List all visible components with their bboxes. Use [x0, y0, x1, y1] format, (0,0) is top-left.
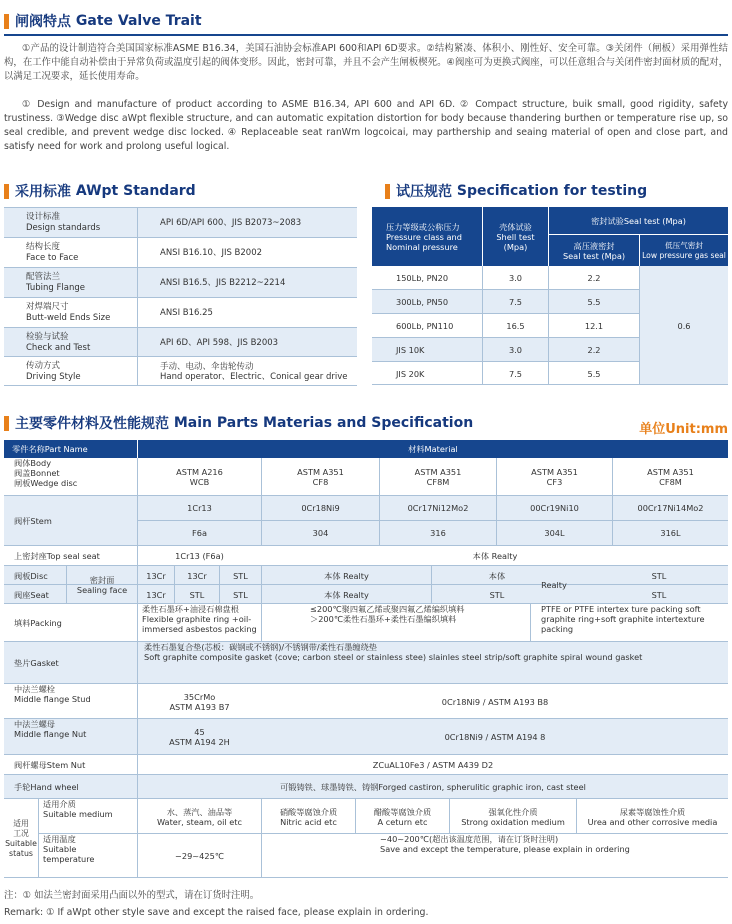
header-part-name: 零件名称Part Name — [12, 444, 88, 454]
suitable-temperature: 适用温度 Suitable temperature — [43, 834, 95, 864]
traits-en: ① Design and manufacture of product according to ASME B16.34, API 600 and API 6D. ② Compact structure, buik small, good rigidity, safety trustiness. ③Wedge disc aWpt flexible structure, and can automatic expitation distortion for body because thandering burthen or temperature rise up, so seal credible, and prevent wedge disc locked. ④ Replaceable seat ranWm logcoicai, may parthership and seaing material of open and close part, and satisfy need for work and prolong useful logical. — [4, 99, 728, 152]
mat-cell: 强氧化性介质 Strong oxidation medium — [461, 806, 565, 827]
mat-cell: 本体 Realty — [472, 551, 518, 561]
mat-cell: 柔性石墨环+油浸石棉盘根 Flexible graphite ring +oil- immersed asbestos packing — [142, 604, 257, 634]
mat-cell: STL — [651, 570, 667, 581]
mat-cell: ASTM A351 CF3 — [531, 467, 578, 487]
traits-cn: ①产品的设计制造符合美国国家标准ASME B16.34，美国石油协会标准API 600和API 6D要求。②结构紧凑、体积小、刚性好、安全可靠。③关闭件（闸板）采用弹性结构，在工作中能自动补偿由于异常负荷或温度引起的阀体变形。因此，密封可靠，并且不会产生闸板楔死。④阀座可为更换式阀座，可以任意组合与关闭件密封面材质的配对，以满足工况要求，延长使用寿命。 — [4, 43, 728, 82]
mat-cell: 00Cr17Ni14Mo2 — [637, 503, 704, 513]
divider — [4, 34, 728, 36]
part-packing: 填料Packing — [14, 618, 62, 628]
heading-bar-icon — [4, 416, 9, 431]
mat-cell: 316 — [430, 528, 446, 538]
mat-cell: STL — [233, 570, 248, 581]
test-shell: 7.5 — [508, 368, 523, 379]
gate-valve-trait-heading — [4, 11, 202, 31]
standard-row-label: 设计标准 Design standards — [26, 212, 101, 233]
mat-cell: 0Cr18Ni9 / ASTM A194 8 — [444, 732, 546, 742]
mat-cell: ≤200℃聚四氟乙烯或聚四氟乙烯编织填料 ＞200℃柔性石墨环+柔性石墨编织填料 — [310, 604, 465, 624]
heading-cn: 闸阀特点 — [15, 14, 71, 30]
parts-heading — [4, 413, 473, 433]
mat-cell: STL — [233, 589, 248, 600]
part-body: 阀体Body 阀盖Bonnet 闸板Wedge disc — [14, 458, 78, 488]
part-disc: 阀板Disc — [14, 570, 48, 581]
suitable-medium: 适用介质 Suitable medium — [43, 799, 113, 819]
test-class: 600Lb, PN110 — [396, 321, 454, 331]
standard-row-value: API 6D、API 598、JIS B2003 — [160, 337, 279, 348]
part-gasket: 垫片Gasket — [14, 658, 59, 668]
unit-label: 单位Unit:mm — [639, 422, 728, 437]
part-stem: 阀杆Stem — [14, 516, 52, 526]
test-low: 0.6 — [677, 320, 691, 331]
part-seat: 阀座Seat — [14, 589, 49, 600]
test-class: 150Lb, PN20 — [396, 273, 449, 283]
mat-cell: ASTM A351 CF8 — [297, 467, 344, 487]
heading-bar-icon — [4, 14, 9, 29]
mat-cell: 醋酸等腐蚀介质 A ceturn etc — [373, 806, 432, 827]
heading-cn: 试压规范 — [396, 184, 452, 200]
mat-cell: 柔性石墨复合垫(芯板：碳钢或不锈钢)/不锈钢带/柔性石墨缠绕垫 Soft graphite composite gasket (cove; carbon steel or stainless stee) slainles steel strip/soft graphite spiral wound gasket — [144, 642, 643, 662]
testing-table — [372, 207, 728, 385]
heading-en: Main Parts Materias and Specification — [173, 415, 474, 431]
mat-cell: STL — [189, 589, 205, 600]
heading-bar-icon — [4, 184, 9, 199]
standard-heading — [4, 181, 196, 201]
mat-cell: −40~200℃(超出该温度范围，请在订货时注明) Save and except the temperature, please explain in ordering — [380, 834, 630, 854]
part-top-seal-seat: 上密封座Top seal seat — [14, 551, 100, 561]
test-class: 300Lb, PN50 — [396, 297, 449, 307]
test-shell: 3.0 — [508, 273, 523, 283]
mat-cell: STL — [651, 589, 667, 600]
heading-en: Gate Valve Trait — [75, 13, 202, 29]
heading-cn: 采用标准 — [15, 184, 71, 200]
mat-cell: 316L — [660, 528, 681, 538]
mat-cell: 13Cr — [146, 570, 166, 581]
test-shell: 16.5 — [506, 321, 525, 331]
standard-row-value: API 6D/API 600、JIS B2073~2083 — [160, 218, 302, 228]
mat-cell: 0Cr18Ni9 / ASTM A193 B8 — [441, 696, 549, 707]
mat-cell: 尿素等腐蚀性介质 Urea and other corrosive media — [587, 806, 718, 827]
mat-cell: −29~425℃ — [175, 851, 224, 861]
mat-cell: ASTM A351 CF8M — [414, 467, 462, 487]
mat-cell: ASTM A351 CF8M — [647, 467, 694, 487]
test-high: 5.5 — [587, 368, 601, 379]
test-class: JIS 20K — [396, 368, 425, 379]
standard-row-value: ANSI B16.10、JIS B2002 — [160, 248, 263, 258]
mat-cell: ZCuAL10Fe3 / ASTM A439 D2 — [372, 760, 494, 770]
parts-table — [4, 440, 728, 878]
mat-cell: PTFE or PTFE intertex ture packing soft graphite ring+soft graphite intertexture packing — [541, 604, 705, 634]
test-shell: 3.0 — [508, 345, 523, 355]
test-class: JIS 10K — [396, 345, 425, 355]
mat-cell: 本体 — [488, 570, 506, 581]
mat-cell: 1Cr13 — [187, 503, 212, 513]
standard-row-value: 手动、电动、伞齿轮传动 Hand operator、Electric、Conical gear drive — [160, 361, 348, 382]
mat-cell: 可锻铸铁、球墨铸铁、铸钢Forged castiron, spherulitic graphic iron, cast steel — [280, 782, 586, 792]
mat-cell: STL — [489, 589, 505, 600]
part-hand-wheel: 手轮Hand wheel — [14, 782, 79, 792]
mat-cell: 13Cr — [146, 589, 166, 600]
standard-row-label: 检验与试验 Check and Test — [26, 331, 91, 353]
remark-en: Remark: ① If aWpt other style save and except the raised face, please explain in ordering. — [4, 907, 429, 918]
mat-cell: ASTM A216 WCB — [176, 467, 223, 487]
header-material: 材料Material — [408, 444, 458, 454]
part-stud: 中法兰螺栓 Middle flange Stud — [14, 684, 91, 704]
mat-cell: 304L — [544, 528, 565, 538]
standard-row-label: 结构长度 Face to Face — [26, 242, 79, 263]
test-high: 5.5 — [587, 297, 601, 307]
standard-row-value: ANSI B16.25 — [160, 308, 213, 318]
testing-heading — [385, 181, 647, 201]
header-high: 高压液密封 Seal test (Mpa) — [562, 240, 626, 261]
header-low: 低压气密封 Low pressure gas seal — [642, 240, 726, 260]
header-class: 压力等级或公称压力 Pressure class and Nominal pressure — [386, 221, 462, 252]
standard-row-label: 对焊端尺寸 Butt-weld Ends Size — [26, 302, 111, 323]
remark-cn: 注：① 如法兰密封面采用凸面以外的型式，请在订货时注明。 — [4, 890, 260, 901]
header-shell: 壳体试验 Shell test (Mpa) — [496, 221, 535, 252]
suitable-status: 适用 工况 Suitable status — [5, 818, 37, 858]
mat-cell: 35CrMo ASTM A193 B7 — [169, 691, 230, 712]
mat-cell: 本体 Realty — [324, 570, 369, 581]
sealing-face: 密封面 Sealing face — [76, 575, 128, 595]
part-stem-nut: 阀杆螺母Stem Nut — [14, 760, 86, 770]
standard-row-label: 配管法兰 Tubing Flange — [26, 272, 86, 293]
mat-cell: 0Cr17Ni12Mo2 — [407, 503, 469, 513]
test-shell: 7.5 — [508, 297, 523, 307]
mat-cell: 45 ASTM A194 2H — [169, 727, 230, 747]
mat-cell: 1Cr13 (F6a) — [175, 551, 224, 561]
test-high: 12.1 — [584, 321, 604, 331]
mat-cell: 硝酸等腐蚀介质 Nitric acid etc — [279, 806, 338, 827]
header-seal: 密封试验Seal test (Mpa) — [591, 215, 686, 226]
heading-cn: 主要零件材料及性能规范 — [15, 416, 169, 432]
test-high: 2.2 — [587, 273, 601, 283]
heading-en: Specification for testing — [456, 183, 648, 199]
mat-cell: F6a — [192, 528, 207, 538]
heading-en: AWpt Standard — [75, 183, 196, 199]
mat-cell: 00Cr19Ni10 — [530, 503, 579, 513]
heading-bar-icon — [385, 184, 390, 199]
mat-cell: Realty — [541, 580, 567, 590]
part-nut: 中法兰螺母 Middle flange Nut — [14, 719, 87, 739]
test-high: 2.2 — [587, 345, 601, 355]
mat-cell: 本体 Realty — [324, 589, 369, 600]
mat-cell: 304 — [312, 528, 329, 538]
standard-row-label: 传动方式 Driving Style — [26, 360, 81, 382]
standard-row-value: ANSI B16.5、JIS B2212~2214 — [160, 278, 286, 288]
mat-cell: 水、蒸汽、油品等 Water, steam, oil etc — [156, 806, 243, 827]
mat-cell: 13Cr — [187, 570, 207, 581]
standard-table — [4, 207, 357, 385]
mat-cell: 0Cr18Ni9 — [301, 503, 340, 513]
